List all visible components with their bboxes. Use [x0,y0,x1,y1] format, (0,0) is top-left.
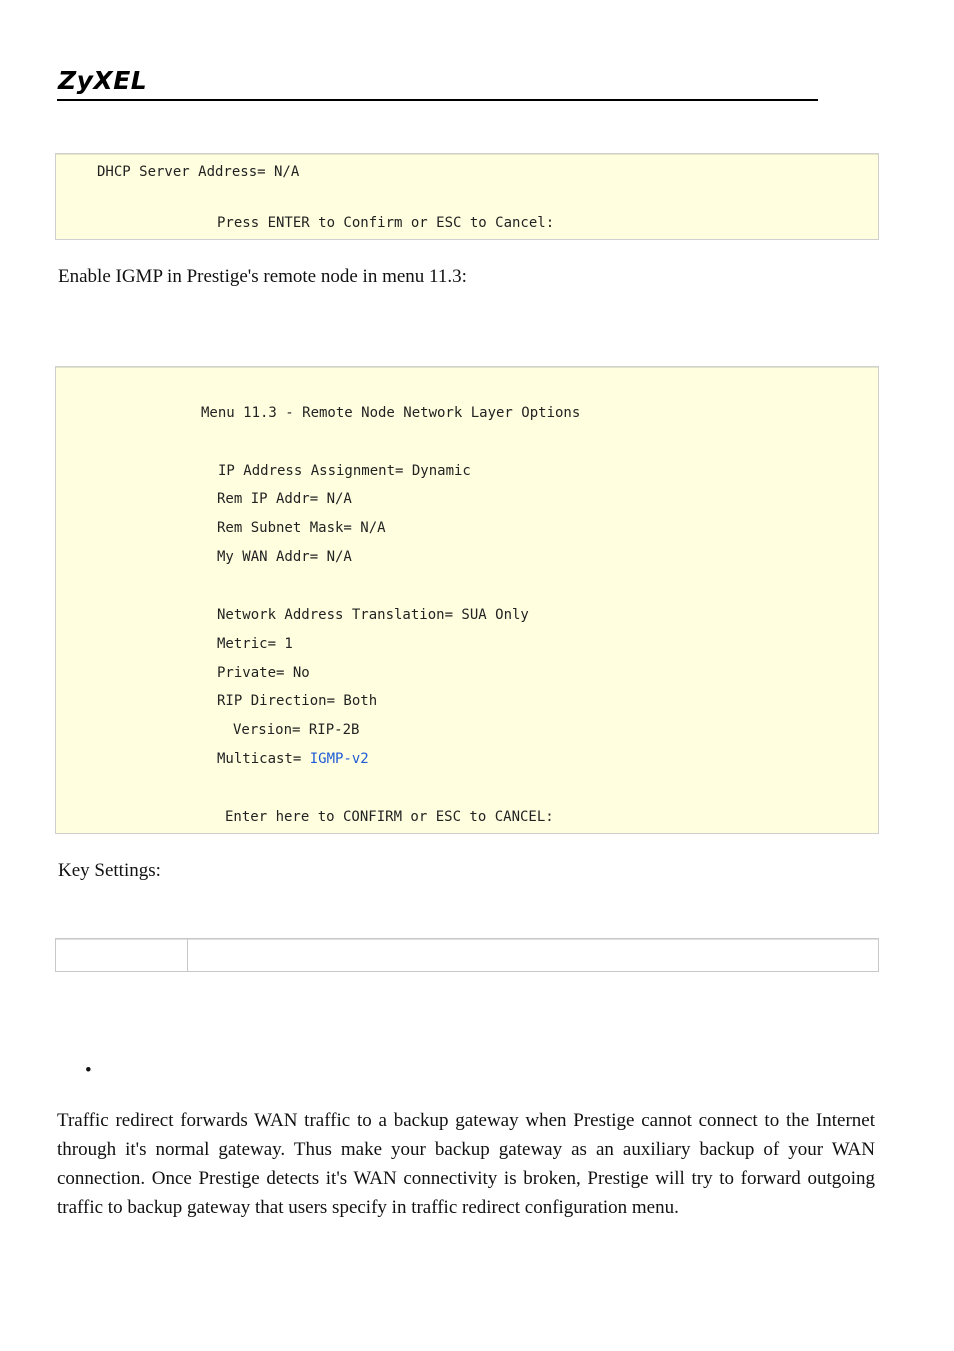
bullet-point: • [85,1060,92,1081]
dhcp-confirm-line: Press ENTER to Confirm or ESC to Cancel: [217,215,555,231]
menu-11-3-console-box [55,366,879,834]
private-line: Private= No [217,665,310,681]
zyxel-logo: ZyXEL [58,66,148,95]
ip-assignment-line: IP Address Assignment= Dynamic [218,463,471,479]
dhcp-server-line: DHCP Server Address= N/A [97,164,300,180]
version-line: Version= RIP-2B [233,722,360,738]
rem-ip-line: Rem IP Addr= N/A [217,491,352,507]
table-cell-divider [187,939,188,971]
menu-title: Menu 11.3 - Remote Node Network Layer Options [201,405,581,421]
multicast-value: IGMP-v2 [309,751,369,767]
key-settings-table [55,938,879,972]
rem-subnet-line: Rem Subnet Mask= N/A [217,520,386,536]
traffic-redirect-paragraph: Traffic redirect forwards WAN traffic to a backup gateway when Prestige cannot connect to the Internet through it's normal gateway. Thus make your backup gateway as an auxiliary backup of your WAN connection. Once Prestige detects it's WAN connectivity is broken, Prestige will try to forward outgoing traffic to backup gateway that users specify in traffic redirect configuration menu. [57,1110,875,1218]
rip-direction-line: RIP Direction= Both [217,693,378,709]
multicast-label: Multicast= [217,751,310,767]
multicast-line [217,750,369,768]
nat-line: Network Address Translation= SUA Only [217,607,529,623]
confirm-line: Enter here to CONFIRM or ESC to CANCEL: [225,809,554,825]
key-settings-label: Key Settings: [58,860,161,881]
header-rule [57,99,818,101]
dhcp-console-box [55,153,879,240]
my-wan-line: My WAN Addr= N/A [217,549,352,565]
metric-line: Metric= 1 [217,636,293,652]
intro-text: Enable IGMP in Prestige's remote node in menu 11.3: [58,266,467,287]
